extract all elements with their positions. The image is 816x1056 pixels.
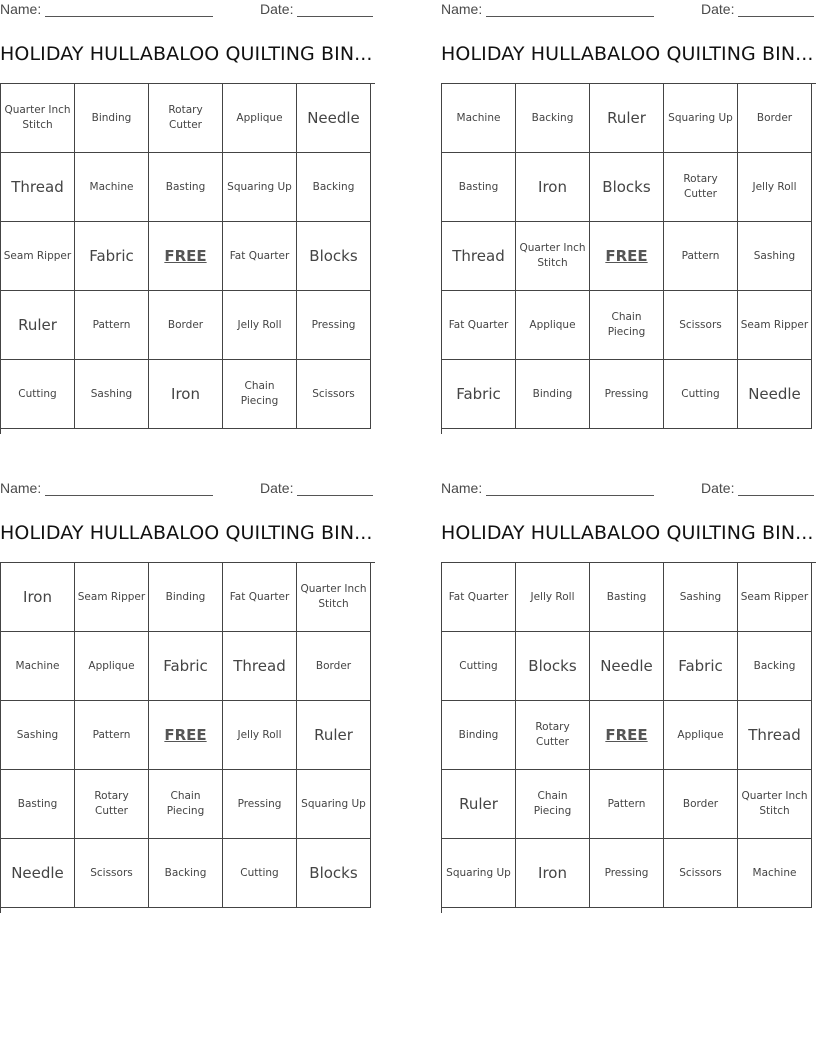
bingo-cell[interactable]: Sashing: [738, 222, 812, 291]
name-blank-line[interactable]: [486, 483, 654, 496]
bingo-cell[interactable]: Pattern: [590, 770, 664, 839]
card-header: [0, 479, 375, 501]
card-title: HOLIDAY HULLABALOO QUILTING BIN...: [441, 43, 814, 65]
bingo-cell[interactable]: Jelly Roll: [223, 701, 297, 770]
name-field[interactable]: [0, 480, 213, 496]
bingo-cell[interactable]: Backing: [738, 632, 812, 701]
bingo-card: [0, 0, 375, 407]
bingo-cell[interactable]: Fat Quarter: [442, 291, 516, 360]
bingo-cell[interactable]: Thread: [223, 632, 297, 701]
name-field[interactable]: [441, 1, 654, 17]
bingo-cell[interactable]: Applique: [75, 632, 149, 701]
date-blank-line[interactable]: [297, 4, 373, 17]
bingo-cell[interactable]: Binding: [149, 563, 223, 632]
bingo-cell[interactable]: Fat Quarter: [223, 222, 297, 291]
name-blank-line[interactable]: [45, 483, 213, 496]
free-space-cell[interactable]: FREE: [149, 222, 223, 291]
bingo-cell[interactable]: Scissors: [664, 839, 738, 908]
bingo-cell[interactable]: Scissors: [297, 360, 371, 429]
bingo-cell[interactable]: Quarter Inch Stitch: [738, 770, 812, 839]
bingo-cell[interactable]: Border: [738, 84, 812, 153]
bingo-cell[interactable]: Iron: [149, 360, 223, 429]
bingo-cell[interactable]: Blocks: [516, 632, 590, 701]
bingo-cell[interactable]: Binding: [516, 360, 590, 429]
bingo-cell[interactable]: Pattern: [75, 291, 149, 360]
bingo-cell[interactable]: Basting: [1, 770, 75, 839]
date-field[interactable]: [260, 480, 373, 496]
date-blank-line[interactable]: [738, 483, 814, 496]
bingo-cell[interactable]: Needle: [297, 84, 371, 153]
bingo-cell[interactable]: Sashing: [1, 701, 75, 770]
bingo-cell[interactable]: Quarter Inch Stitch: [1, 84, 75, 153]
bingo-cell[interactable]: Squaring Up: [223, 153, 297, 222]
bingo-cell[interactable]: Applique: [516, 291, 590, 360]
bingo-cell[interactable]: Basting: [442, 153, 516, 222]
name-blank-line[interactable]: [45, 4, 213, 17]
bingo-grid: [441, 562, 816, 913]
name-label: Name:: [441, 480, 483, 496]
bingo-cell[interactable]: Pressing: [297, 291, 371, 360]
bingo-cell[interactable]: Needle: [1, 839, 75, 908]
bingo-cell[interactable]: Pressing: [590, 360, 664, 429]
bingo-cell[interactable]: Fabric: [442, 360, 516, 429]
free-space-cell[interactable]: FREE: [149, 701, 223, 770]
bingo-cell[interactable]: Machine: [1, 632, 75, 701]
bingo-cell[interactable]: Iron: [516, 839, 590, 908]
bingo-cell[interactable]: Blocks: [297, 839, 371, 908]
date-label: Date:: [260, 480, 294, 496]
bingo-cell[interactable]: Ruler: [590, 84, 664, 153]
date-field[interactable]: [701, 1, 814, 17]
bingo-card: [441, 479, 816, 882]
date-blank-line[interactable]: [297, 483, 373, 496]
bingo-cell[interactable]: Needle: [738, 360, 812, 429]
bingo-cell[interactable]: Border: [297, 632, 371, 701]
name-field[interactable]: [0, 1, 213, 17]
bingo-cell[interactable]: Chain Piecing: [590, 291, 664, 360]
date-blank-line[interactable]: [738, 4, 814, 17]
bingo-cell[interactable]: Rotary Cutter: [75, 770, 149, 839]
bingo-cell[interactable]: Basting: [149, 153, 223, 222]
bingo-cell[interactable]: Seam Ripper: [1, 222, 75, 291]
bingo-cell[interactable]: Thread: [442, 222, 516, 291]
date-label: Date:: [701, 480, 735, 496]
bingo-cell[interactable]: Pressing: [223, 770, 297, 839]
bingo-cell[interactable]: Thread: [738, 701, 812, 770]
bingo-cell[interactable]: Fabric: [75, 222, 149, 291]
bingo-cell[interactable]: Iron: [1, 563, 75, 632]
bingo-cell[interactable]: Seam Ripper: [738, 291, 812, 360]
bingo-cell[interactable]: Fat Quarter: [223, 563, 297, 632]
bingo-cell[interactable]: Jelly Roll: [223, 291, 297, 360]
bingo-cell[interactable]: Jelly Roll: [738, 153, 812, 222]
card-header: [441, 0, 816, 22]
name-label: Name:: [0, 480, 42, 496]
bingo-grid: [441, 83, 816, 434]
bingo-cell[interactable]: Sashing: [75, 360, 149, 429]
bingo-card: [441, 0, 816, 403]
bingo-cell[interactable]: Quarter Inch Stitch: [516, 222, 590, 291]
bingo-cell[interactable]: Cutting: [1, 360, 75, 429]
bingo-cell[interactable]: Pattern: [75, 701, 149, 770]
bingo-cell[interactable]: Chain Piecing: [149, 770, 223, 839]
bingo-cell[interactable]: Basting: [590, 563, 664, 632]
bingo-cell[interactable]: Blocks: [590, 153, 664, 222]
bingo-cell[interactable]: Iron: [516, 153, 590, 222]
bingo-cell[interactable]: Seam Ripper: [75, 563, 149, 632]
free-space-cell[interactable]: FREE: [590, 701, 664, 770]
bingo-cell[interactable]: Thread: [1, 153, 75, 222]
bingo-cell[interactable]: Cutting: [664, 360, 738, 429]
bingo-cell[interactable]: Squaring Up: [297, 770, 371, 839]
bingo-card: [0, 479, 375, 882]
bingo-cell[interactable]: Seam Ripper: [738, 563, 812, 632]
bingo-cell[interactable]: Fabric: [149, 632, 223, 701]
bingo-cell[interactable]: Border: [664, 770, 738, 839]
name-field[interactable]: [441, 480, 654, 496]
bingo-cell[interactable]: Binding: [442, 701, 516, 770]
card-header: [441, 479, 816, 501]
bingo-cell[interactable]: Ruler: [442, 770, 516, 839]
bingo-cell[interactable]: Chain Piecing: [516, 770, 590, 839]
bingo-cell[interactable]: Binding: [75, 84, 149, 153]
bingo-cell[interactable]: Scissors: [75, 839, 149, 908]
card-title: HOLIDAY HULLABALOO QUILTING BIN...: [441, 522, 814, 544]
bingo-cell[interactable]: Scissors: [664, 291, 738, 360]
free-space-cell[interactable]: FREE: [590, 222, 664, 291]
bingo-cell[interactable]: Backing: [297, 153, 371, 222]
bingo-cell[interactable]: Backing: [516, 84, 590, 153]
bingo-cell[interactable]: Border: [149, 291, 223, 360]
bingo-cell[interactable]: Rotary Cutter: [664, 153, 738, 222]
bingo-grid: [0, 562, 375, 913]
bingo-cell[interactable]: Sashing: [664, 563, 738, 632]
name-label: Name:: [0, 1, 42, 17]
bingo-cell[interactable]: Ruler: [1, 291, 75, 360]
bingo-cell[interactable]: Machine: [75, 153, 149, 222]
bingo-cell[interactable]: Machine: [738, 839, 812, 908]
bingo-cell[interactable]: Rotary Cutter: [516, 701, 590, 770]
date-label: Date:: [260, 1, 294, 17]
bingo-cell[interactable]: Ruler: [297, 701, 371, 770]
bingo-cell[interactable]: Machine: [442, 84, 516, 153]
bingo-cell[interactable]: Cutting: [223, 839, 297, 908]
bingo-cell[interactable]: Pattern: [664, 222, 738, 291]
bingo-cell[interactable]: Applique: [223, 84, 297, 153]
date-label: Date:: [701, 1, 735, 17]
bingo-cell[interactable]: Rotary Cutter: [149, 84, 223, 153]
bingo-cell[interactable]: Jelly Roll: [516, 563, 590, 632]
bingo-cell[interactable]: Squaring Up: [664, 84, 738, 153]
bingo-cell[interactable]: Applique: [664, 701, 738, 770]
card-title: HOLIDAY HULLABALOO QUILTING BIN...: [0, 522, 373, 544]
bingo-cell[interactable]: Blocks: [297, 222, 371, 291]
bingo-cell[interactable]: Fabric: [664, 632, 738, 701]
bingo-cell[interactable]: Backing: [149, 839, 223, 908]
date-field[interactable]: [260, 1, 373, 17]
card-title: HOLIDAY HULLABALOO QUILTING BIN...: [0, 43, 373, 65]
bingo-cell[interactable]: Squaring Up: [442, 839, 516, 908]
bingo-cell[interactable]: Quarter Inch Stitch: [297, 563, 371, 632]
bingo-cell[interactable]: Chain Piecing: [223, 360, 297, 429]
date-field[interactable]: [701, 480, 814, 496]
card-header: [0, 0, 375, 22]
bingo-cell[interactable]: Cutting: [442, 632, 516, 701]
bingo-cell[interactable]: Needle: [590, 632, 664, 701]
bingo-cell[interactable]: Fat Quarter: [442, 563, 516, 632]
bingo-cell[interactable]: Pressing: [590, 839, 664, 908]
name-blank-line[interactable]: [486, 4, 654, 17]
bingo-grid: [0, 83, 375, 434]
name-label: Name:: [441, 1, 483, 17]
